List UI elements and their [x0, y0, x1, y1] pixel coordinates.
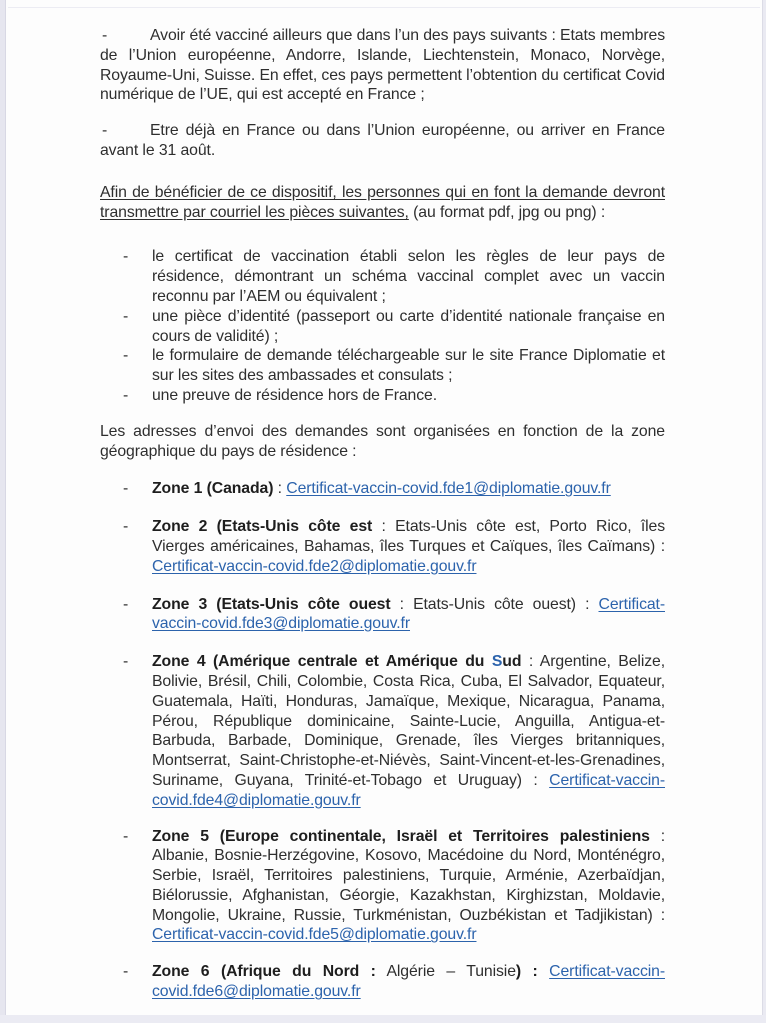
zone-item-1 [100, 479, 665, 499]
email-link-fde4[interactable]: Certificat-vaccin-covid.fde4@diplomatie.gouv.fr [152, 771, 665, 809]
intro-underlined-text: Afin de bénéficier de ce dispositif, les personnes qui en font la demande devront transmettre par courriel les pièces suivantes, [100, 183, 665, 221]
document-page-content [100, 0, 665, 1002]
bullet-text: Etre déjà en France ou dans l’Union européenne, ou arriver en France avant le 31 août. [100, 122, 665, 159]
email-link-fde3[interactable]: Certificat-vaccin-covid.fde3@diplomatie.gouv.fr [152, 595, 665, 633]
bullet-dash: - [123, 347, 129, 365]
zone-label: Zone 5 (Europe continentale, Israël et Territoires palestiniens [152, 827, 650, 845]
bullet-dash: - [123, 307, 129, 325]
zone-description: : [273, 480, 287, 498]
zone-list [100, 479, 665, 1002]
zone-label-close-paren: ) : [515, 963, 550, 981]
zone-description: : Etats-Unis côte ouest) : [390, 595, 599, 613]
page-edge-left [0, 0, 6, 1023]
zone-label: Zone 6 (Afrique du Nord : [152, 963, 376, 981]
document-item-residence-proof [100, 386, 665, 406]
zone-label-tail: ud [502, 653, 522, 671]
zone-item-3 [100, 595, 665, 635]
bullet-dash: - [123, 653, 129, 671]
bullet-dash: - [123, 518, 129, 536]
email-link-fde5[interactable]: Certificat-vaccin-covid.fde5@diplomatie.gouv.fr [152, 926, 477, 944]
document-item-certificate [100, 247, 665, 306]
required-documents-list [100, 247, 665, 405]
document-item-form [100, 346, 665, 386]
bullet-dash: - [102, 27, 108, 44]
zone-label: Zone 2 (Etats-Unis côte est [152, 518, 373, 536]
document-item-text: une preuve de résidence hors de France. [152, 386, 438, 404]
bullet-dash: - [123, 386, 129, 404]
bullet-item-already-in-france [100, 121, 665, 161]
document-item-text: une pièce d’identité (passeport ou carte d’identité nationale française en cours de validité) ; [152, 307, 665, 345]
bullet-dash: - [123, 248, 129, 266]
email-link-fde1[interactable]: Certificat-vaccin-covid.fde1@diplomatie.gouv.fr [286, 480, 611, 498]
email-link-fde6[interactable]: Certificat-vaccin-covid.fde6@diplomatie.gouv.fr [152, 963, 665, 1001]
zone-item-4 [100, 652, 665, 810]
page-edge-right [762, 0, 766, 1023]
bullet-dash: - [123, 827, 129, 845]
bullet-dash: - [123, 480, 129, 498]
zones-intro-paragraph: Les adresses d’envoi des demandes sont organisées en fonction de la zone géographique du pays de résidence : [100, 422, 665, 460]
bullet-dash: - [123, 595, 129, 613]
zone-description: : Albanie, Bosnie-Herzégovine, Kosovo, Macédoine du Nord, Monténégro, Serbie, Israël, Territoires palestiniens, Turquie, Arménie, Azerbaïdjan, Biélorussie, Afghanistan, Géorgie, Kazakhstan, Kirghizstan, Moldavie, Mongolie, Ukraine, Russie, Turkménistan, Ouzbékistan et Tadjikistan) : [152, 827, 666, 924]
zone-description: : Etats-Unis côte est, Porto Rico, îles Vierges américaines, Bahamas, îles Turques et Caïques, îles Caïmans) : [152, 518, 665, 555]
bullet-item-vaccinated-elsewhere [100, 26, 665, 105]
intro-paragraph [100, 183, 665, 223]
zone-item-2 [100, 517, 665, 576]
zone-description: : Argentine, Belize, Bolivie, Brésil, Chili, Colombie, Costa Rica, Cuba, El Salvador, Equateur, Guatemala, Haïti, Honduras, Jamaïque, Mexique, Nicaragua, Panama, Pérou, République dominicaine, Sainte-Lucie, Anguilla, Antigua-et-Barbuda, Barbade, Dominique, Grenade, îles Vierges britanniques, Montserrat, Saint-Christophe-et-Niévès, Saint-Vincent-et-les-Grenadines, Suriname, Guyana, Trinité-et-Tobago et Uruguay) : [152, 653, 666, 789]
document-item-text: le certificat de vaccination établi selon les règles de leur pays de résidence, démontrant un schéma vaccinal complet avec un vaccin reconnu par l’AEM ou équivalent ; [152, 248, 665, 305]
intro-rest-text: (au format pdf, jpg ou png) : [408, 203, 606, 221]
document-item-identity [100, 307, 665, 347]
document-item-text: le formulaire de demande téléchargeable sur le site France Diplomatie et sur les sites des ambassades et consulats ; [152, 347, 665, 385]
zone-label: Zone 3 (Etats-Unis côte ouest [152, 595, 391, 613]
bullet-text: Avoir été vacciné ailleurs que dans l’un des pays suivants : Etats membres de l’Union européenne, Andorre, Islande, Liechtenstein, Monaco, Norvège, Royaume-Uni, Suisse. En effet, ces pays permettent l’obtention du certificat Covid numérique de l’UE, qui est accepté en France ; [100, 27, 665, 104]
bullet-dash: - [123, 963, 129, 981]
zone-label-accent-letter: S [491, 653, 503, 671]
zone-item-6 [100, 962, 665, 1002]
zone-label: Zone 1 (Canada) [152, 480, 274, 498]
zone-label: Zone 4 (Amérique centrale et Amérique du [152, 653, 492, 671]
page-edge-bottom [0, 1015, 766, 1023]
bullet-dash: - [102, 122, 108, 140]
zone-description: Algérie – Tunisie [375, 963, 516, 981]
zone-item-5 [100, 827, 665, 946]
email-link-fde2[interactable]: Certificat-vaccin-covid.fde2@diplomatie.gouv.fr [152, 557, 477, 575]
